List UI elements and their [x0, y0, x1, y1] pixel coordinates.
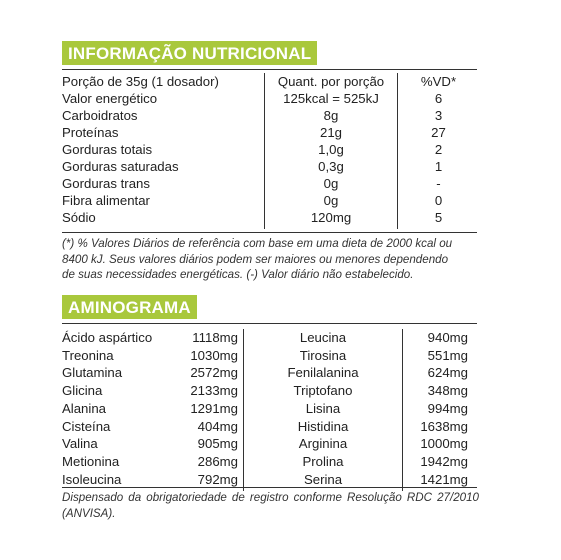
note-line: (*) % Valores Diários de referência com base em uma dieta de 2000 kcal ou: [62, 237, 453, 250]
table-row: [62, 418, 477, 436]
amino-name: Valina: [62, 436, 98, 452]
nutrient-name: Fibra alimentar: [62, 193, 150, 208]
amino-value: 940mg: [427, 330, 468, 345]
amino-value: 905mg: [176, 435, 244, 453]
amino-name: Glicina: [62, 383, 103, 399]
table-row: [62, 329, 477, 347]
amino-value: 1030mg: [176, 347, 244, 365]
amino-name: Tirosina: [244, 347, 403, 365]
amino-name: Ácido aspártico: [62, 330, 153, 345]
amino-value: 2572mg: [176, 364, 244, 382]
table-row: [62, 364, 477, 382]
amino-name: Arginina: [244, 435, 403, 453]
amino-name: Triptofano: [244, 382, 403, 400]
nutrient-qty: 0,3g: [265, 158, 398, 175]
amino-value: 1291mg: [176, 400, 244, 418]
table-row: [62, 73, 477, 90]
amino-value: 792mg: [176, 471, 244, 492]
nutrition-note: [62, 236, 482, 283]
aminogram-title: AMINOGRAMA: [62, 295, 197, 319]
nutrient-qty: 8g: [265, 107, 398, 124]
nutrient-vd: 5: [434, 210, 443, 225]
table-row: [62, 382, 477, 400]
quantity-header: Quant. por porção: [265, 73, 398, 90]
amino-value: 404mg: [176, 418, 244, 436]
amino-name: Histidina: [244, 418, 403, 436]
amino-value: 994mg: [427, 400, 468, 416]
amino-name: Leucina: [244, 329, 403, 347]
table-row: [62, 90, 477, 107]
amino-name: Prolina: [244, 453, 403, 471]
amino-name: Alanina: [62, 400, 106, 416]
portion-label: Porção de 35g (1 dosador): [62, 74, 219, 89]
nutrient-name: Carboidratos: [62, 108, 138, 123]
nutrient-vd: -: [436, 176, 441, 191]
nutrient-name: Proteínas: [62, 125, 119, 140]
nutrition-bottom-rule: [62, 232, 477, 233]
table-row: [62, 141, 477, 158]
nutrient-qty: 21g: [265, 124, 398, 141]
nutrient-name: Gorduras trans: [62, 176, 150, 191]
amino-name: Fenilalanina: [244, 364, 403, 382]
amino-value: 624mg: [427, 365, 468, 381]
table-row: [62, 124, 477, 141]
nutrient-name: Gorduras saturadas: [62, 159, 179, 174]
aminogram-table: [62, 329, 477, 491]
nutrient-qty: 120mg: [265, 209, 398, 229]
amino-value: 551mg: [427, 347, 468, 363]
nutrient-qty: 125kcal = 525kJ: [265, 90, 398, 107]
table-row: [62, 471, 477, 492]
amino-value: 348mg: [427, 383, 468, 399]
nutrient-vd: 3: [434, 108, 443, 123]
table-row: [62, 400, 477, 418]
amino-value: 1000mg: [420, 436, 468, 452]
table-row: [62, 175, 477, 192]
nutrition-title: INFORMAÇÃO NUTRICIONAL: [62, 41, 317, 65]
amino-name: Lisina: [244, 400, 403, 418]
amino-value: 1118mg: [176, 329, 244, 347]
amino-name: Treonina: [62, 347, 114, 363]
table-row: [62, 209, 477, 229]
nutrient-qty: 0g: [265, 192, 398, 209]
amino-value: 286mg: [176, 453, 244, 471]
registration-footnote: Dispensado da obrigatoriedade de registro conforme Resolução RDC 27/2010 (ANVISA).: [62, 491, 479, 520]
nutrient-vd: 1: [434, 159, 443, 174]
table-row: [62, 192, 477, 209]
table-row: [62, 347, 477, 365]
amino-name: Serina: [244, 471, 403, 492]
aminogram-bottom-rule: [62, 487, 477, 488]
note-line: 8400 kJ. Seus valores diários podem ser maiores ou menores dependendo: [62, 252, 449, 266]
table-row: [62, 453, 477, 471]
vd-header: %VD*: [420, 74, 457, 89]
amino-value: 1638mg: [420, 418, 468, 434]
nutrient-vd: 2: [434, 142, 443, 157]
table-row: [62, 158, 477, 175]
amino-value: 1942mg: [420, 453, 468, 469]
nutrient-vd: 6: [434, 91, 443, 106]
amino-value: 2133mg: [176, 382, 244, 400]
table-row: [62, 107, 477, 124]
amino-name: Cisteína: [62, 418, 111, 434]
amino-name: Metionina: [62, 453, 120, 469]
nutrient-qty: 0g: [265, 175, 398, 192]
nutrient-name: Gorduras totais: [62, 142, 153, 157]
nutrient-name: Valor energético: [62, 91, 158, 106]
nutrition-table: [62, 73, 477, 229]
nutrient-name: Sódio: [62, 210, 96, 225]
nutrition-top-rule: [62, 69, 477, 70]
aminogram-top-rule: [62, 323, 477, 324]
table-row: [62, 435, 477, 453]
nutrient-qty: 1,0g: [265, 141, 398, 158]
note-line: de suas necessidades energéticas. (-) Valor diário não estabelecido.: [62, 268, 414, 281]
amino-name: Isoleucina: [62, 471, 122, 487]
nutrient-vd: 0: [434, 193, 443, 208]
amino-name: Glutamina: [62, 365, 123, 381]
amino-value: 1421mg: [420, 471, 468, 487]
nutrient-vd: 27: [431, 125, 446, 140]
